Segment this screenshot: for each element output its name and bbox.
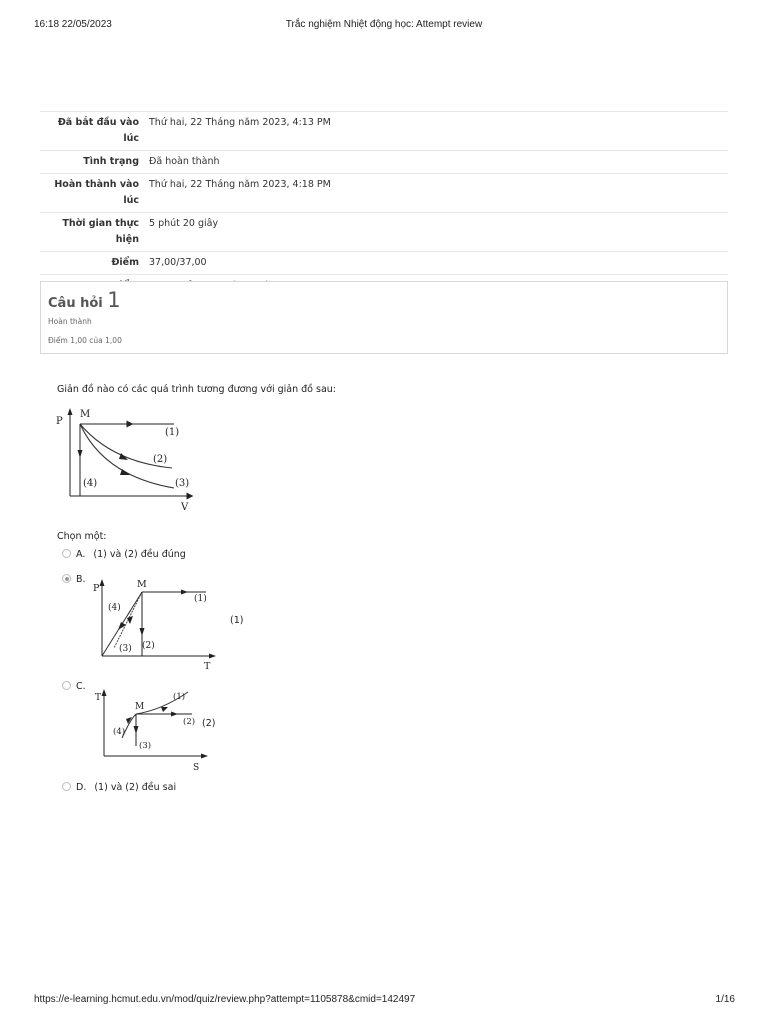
curve-label-4: (4)	[108, 603, 121, 613]
option-c-radio[interactable]	[62, 681, 71, 690]
question-grade: Điểm 1,00 của 1,00	[48, 336, 122, 345]
point-m-label: M	[137, 579, 147, 590]
summary-value: Thứ hai, 22 Tháng năm 2023, 4:18 PM	[144, 174, 728, 213]
summary-row-marks	[40, 252, 728, 275]
question-number	[48, 288, 121, 312]
option-a[interactable]	[62, 549, 186, 563]
option-b-pt-diagram	[90, 576, 220, 672]
print-page-number: 1/16	[715, 994, 735, 1005]
option-letter: B.	[76, 574, 86, 585]
curve-label-4: (4)	[113, 727, 126, 737]
question-label: Câu hỏi	[48, 296, 103, 311]
point-m-label: M	[80, 409, 91, 420]
print-footer	[0, 994, 768, 1008]
option-d[interactable]	[62, 782, 176, 796]
summary-row-completed	[40, 174, 728, 213]
option-letter: D.	[76, 782, 87, 793]
axis-label-t: T	[204, 661, 211, 672]
curve-label-3: (3)	[119, 644, 132, 654]
attempt-summary-table	[40, 111, 728, 298]
question-info-box	[40, 281, 728, 354]
summary-value: 37,00/37,00	[144, 252, 728, 275]
print-title: Trắc nghiệm Nhiệt động học: Attempt review	[285, 19, 483, 30]
summary-label: Hoàn thành vào lúc	[40, 174, 144, 213]
option-a-radio[interactable]	[62, 549, 71, 558]
summary-label: Điểm	[40, 252, 144, 275]
print-url: https://e-learning.hcmut.edu.vn/mod/quiz/review.php?attempt=1105878&cmid=142497	[34, 994, 416, 1005]
curve-label-4: (4)	[83, 478, 98, 489]
option-letter: C.	[76, 681, 86, 692]
question-text: Giản đồ nào có các quá trình tương đương với giản đồ sau:	[57, 384, 337, 395]
summary-label: Đã bắt đầu vào lúc	[40, 112, 144, 151]
curve-label-1: (1)	[194, 594, 207, 604]
summary-row-duration	[40, 213, 728, 252]
summary-label: Tình trạng	[40, 151, 144, 174]
axis-label-p: P	[56, 416, 63, 427]
summary-row-state	[40, 151, 728, 174]
curve-label-1: (1)	[165, 427, 180, 438]
summary-label: Thời gian thực hiện	[40, 213, 144, 252]
print-datetime: 16:18 22/05/2023	[34, 19, 112, 30]
summary-value: Đã hoàn thành	[144, 151, 728, 174]
option-letter: A.	[76, 549, 86, 560]
print-header	[0, 19, 768, 33]
option-b-annotation: (1)	[230, 615, 244, 626]
axis-label-p: P	[93, 583, 100, 594]
curve-label-2: (2)	[153, 454, 168, 465]
point-m-label: M	[135, 702, 145, 712]
question-number-value: 1	[107, 288, 121, 312]
axis-label-s: S	[193, 763, 200, 773]
summary-value: 5 phút 20 giây	[144, 213, 728, 252]
curve-label-2: (2)	[183, 717, 196, 727]
curve-label-2: (2)	[142, 641, 155, 651]
summary-row-started	[40, 112, 728, 151]
summary-value: Thứ hai, 22 Tháng năm 2023, 4:13 PM	[144, 112, 728, 151]
question-state: Hoàn thành	[48, 317, 92, 326]
option-b[interactable]	[62, 574, 94, 588]
option-text: (1) và (2) đều đúng	[93, 549, 186, 560]
option-c[interactable]	[62, 681, 94, 695]
option-text: (1) và (2) đều sai	[94, 782, 177, 793]
main-pv-diagram	[52, 404, 202, 514]
curve-label-1: (1)	[173, 692, 186, 702]
option-c-ts-diagram	[92, 686, 212, 774]
option-b-radio[interactable]	[62, 574, 71, 583]
curve-label-3: (3)	[139, 741, 152, 751]
axis-label-v: V	[181, 502, 189, 513]
option-d-radio[interactable]	[62, 782, 71, 791]
choose-one-prompt: Chọn một:	[57, 531, 107, 542]
axis-label-t: T	[95, 693, 102, 703]
option-c-annotation: (2)	[202, 718, 216, 729]
curve-label-3: (3)	[175, 478, 190, 489]
